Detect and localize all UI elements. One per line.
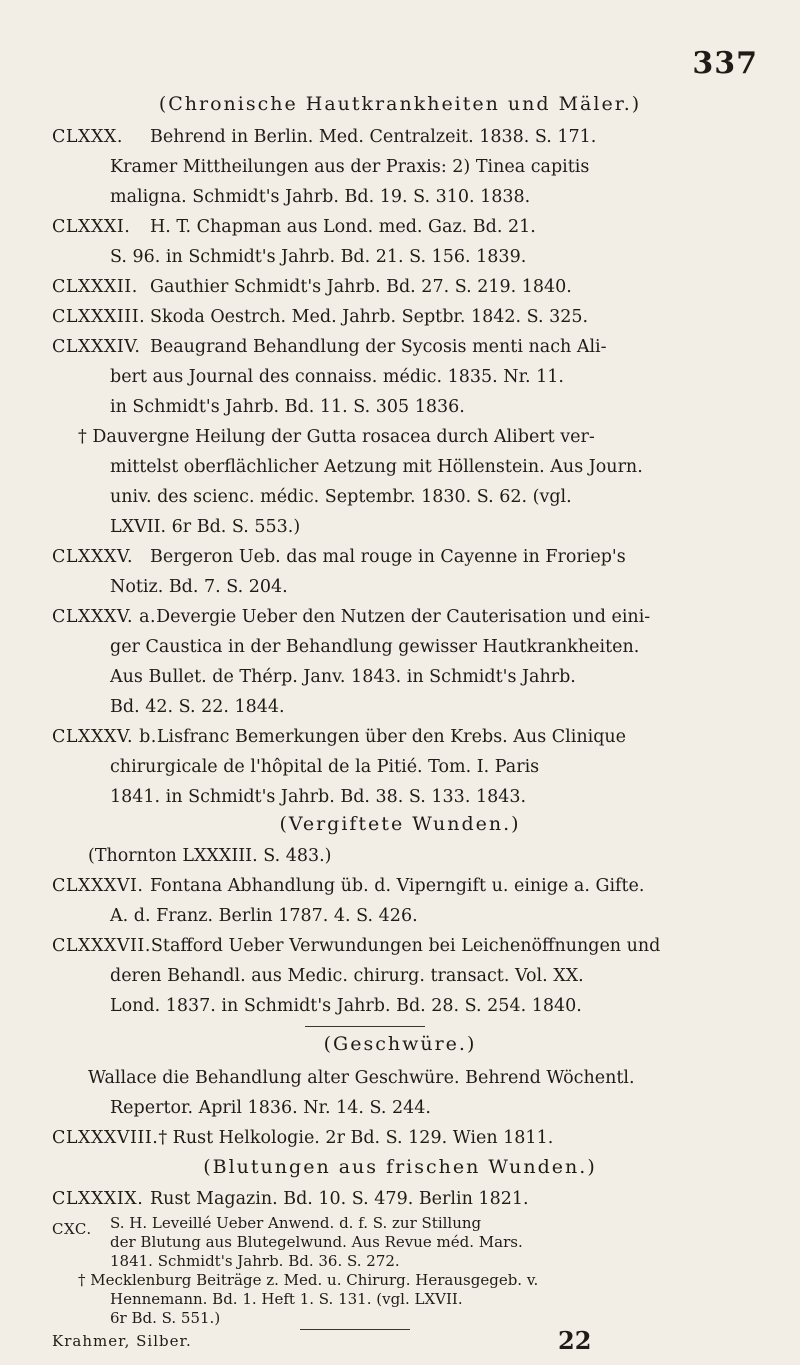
entry-line: deren Behandl. aus Medic. chirurg. transact. Vol. XX. — [110, 966, 584, 986]
entry-line: Notiz. Bd. 7. S. 204. — [110, 577, 288, 597]
entry-clxxxv — [52, 542, 772, 572]
entry-line: ger Caustica in der Behandlung gewisser Hautkrankheiten. — [110, 637, 640, 657]
entry-number: CLXXXIII. — [52, 307, 146, 327]
entry-line: Behrend in Berlin. Med. Centralzeit. 1838. S. 171. — [150, 127, 597, 147]
entry-line: 6r Bd. S. 551.) — [110, 1309, 221, 1327]
entry-clxxxvi — [52, 871, 772, 901]
entry-number: CLXXXV. a. — [52, 607, 157, 627]
entry-line: der Blutung aus Blutegelwund. Aus Revue méd. Mars. — [110, 1233, 523, 1251]
cross-reference: (Thornton LXXXIII. S. 483.) — [88, 846, 332, 866]
entry-line: Fontana Abhandlung üb. d. Viperngift u. einige a. Gifte. — [150, 876, 645, 896]
entry-line: Lond. 1837. in Schmidt's Jahrb. Bd. 28. S. 254. 1840. — [110, 996, 582, 1016]
entry-clxxx — [52, 122, 772, 152]
entry-line: 1841. in Schmidt's Jahrb. Bd. 38. S. 133. 1843. — [110, 787, 527, 807]
signature-mark: 22 — [558, 1326, 592, 1355]
entry-line: S. H. Leveillé Ueber Anwend. d. f. S. zur Stillung — [110, 1214, 482, 1232]
entry-number: CLXXXII. — [52, 277, 138, 297]
entry-clxxxix — [52, 1184, 772, 1214]
ulcers-line: Wallace die Behandlung alter Geschwüre. Behrend Wöchentl. — [88, 1068, 635, 1088]
entry-number: CLXXXIV. — [52, 337, 141, 357]
entry-clxxxviii — [52, 1123, 772, 1153]
running-header: (Chronische Hautkrankheiten und Mäler.) — [158, 93, 642, 115]
entry-line: chirurgicale de l'hôpital de la Pitié. Tom. I. Paris — [110, 757, 540, 777]
entry-number: CLXXXVIII. — [52, 1128, 159, 1148]
entry-number: CLXXX. — [52, 127, 123, 147]
entry-line: mittelst oberflächlicher Aetzung mit Höllenstein. Aus Journ. — [110, 457, 643, 477]
entry-number: CLXXXVI. — [52, 876, 144, 896]
entry-clxxxiii — [52, 302, 772, 332]
entry-number: CLXXXVII. — [52, 936, 151, 956]
section-heading-ulcers: (Geschwüre.) — [323, 1033, 477, 1055]
entry-line: Rust Magazin. Bd. 10. S. 479. Berlin 1821. — [150, 1189, 529, 1209]
entry-clxxxi — [52, 212, 772, 242]
entry-line: † Mecklenburg Beiträge z. Med. u. Chirurg. Herausgegeb. v. — [78, 1271, 539, 1289]
ulcers-line: Repertor. April 1836. Nr. 14. S. 244. — [110, 1098, 431, 1118]
entry-line: LXVII. 6r Bd. S. 553.) — [110, 517, 301, 537]
entry-line: bert aus Journal des connaiss. médic. 1835. Nr. 11. — [110, 367, 564, 387]
page-number: 337 — [692, 46, 758, 81]
entry-line: A. d. Franz. Berlin 1787. 4. S. 426. — [110, 906, 418, 926]
entry-line: Aus Bullet. de Thérp. Janv. 1843. in Schmidt's Jahrb. — [110, 667, 576, 687]
entry-line: Bd. 42. S. 22. 1844. — [110, 697, 285, 717]
entry-number: CXC. — [52, 1220, 92, 1238]
entry-number: CLXXXI. — [52, 217, 131, 237]
entry-line: in Schmidt's Jahrb. Bd. 11. S. 305 1836. — [110, 397, 465, 417]
entry-line: † Dauvergne Heilung der Gutta rosacea durch Alibert ver- — [78, 427, 595, 447]
entry-clxxxii — [52, 272, 772, 302]
entry-line: Devergie Ueber den Nutzen der Cauterisation und eini- — [156, 607, 651, 627]
entry-line: Kramer Mittheilungen aus der Praxis: 2) Tinea capitis — [110, 157, 590, 177]
entry-line: Beaugrand Behandlung der Sycosis menti nach Ali- — [150, 337, 607, 357]
entry-line: Gauthier Schmidt's Jahrb. Bd. 27. S. 219. 1840. — [150, 277, 572, 297]
entry-number: CLXXXV. b. — [52, 727, 157, 747]
entry-line: maligna. Schmidt's Jahrb. Bd. 19. S. 310. 1838. — [110, 187, 531, 207]
entry-line: univ. des scienc. médic. Septembr. 1830. S. 62. (vgl. — [110, 487, 572, 507]
entry-line: 1841. Schmidt's Jahrb. Bd. 36. S. 272. — [110, 1252, 400, 1270]
section-heading-poisoned-wounds: (Vergiftete Wunden.) — [279, 813, 521, 835]
printer-footer: Krahmer, Silber. — [52, 1332, 192, 1350]
entry-line: Bergeron Ueb. das mal rouge in Cayenne in Froriep's — [150, 547, 626, 567]
entry-number: CLXXXIX. — [52, 1189, 144, 1209]
entry-number: CLXXXV. — [52, 547, 134, 567]
entry-line: H. T. Chapman aus Lond. med. Gaz. Bd. 21. — [150, 217, 536, 237]
divider — [305, 1026, 425, 1027]
entry-clxxxiv — [52, 332, 772, 362]
section-heading-bleeding: (Blutungen aus frischen Wunden.) — [203, 1156, 597, 1178]
entry-clxxxv-b — [52, 722, 772, 752]
entry-clxxxvii — [52, 931, 772, 961]
entry-line: † Rust Helkologie. 2r Bd. S. 129. Wien 1811. — [158, 1128, 554, 1148]
entry-clxxxv-a — [52, 602, 772, 632]
divider — [300, 1329, 410, 1330]
entry-line: Skoda Oestrch. Med. Jahrb. Septbr. 1842. S. 325. — [150, 307, 589, 327]
entry-line: S. 96. in Schmidt's Jahrb. Bd. 21. S. 156. 1839. — [110, 247, 527, 267]
entry-line: Stafford Ueber Verwundungen bei Leichenöffnungen und — [150, 936, 661, 956]
entry-line: Lisfranc Bemerkungen über den Krebs. Aus Clinique — [156, 727, 627, 747]
entry-line: Hennemann. Bd. 1. Heft 1. S. 131. (vgl. LXVII. — [110, 1290, 463, 1308]
